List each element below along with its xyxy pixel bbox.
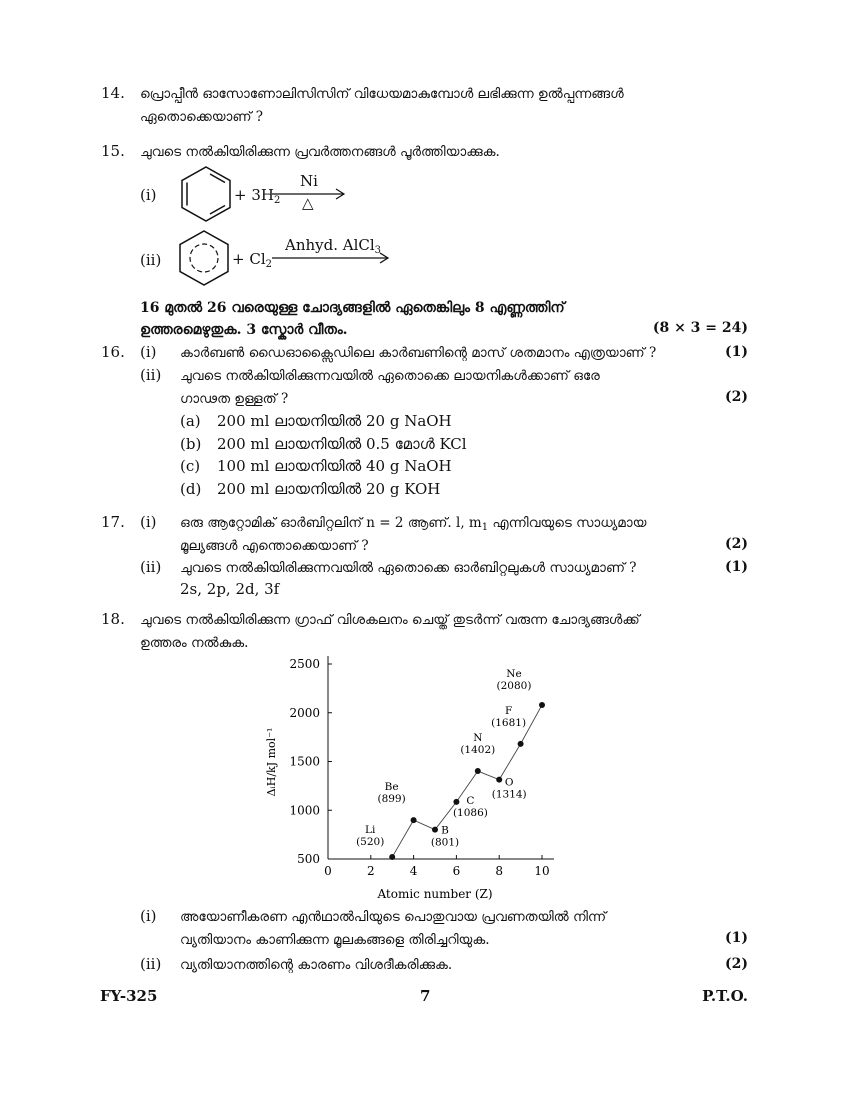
chart-x-tick-label: 6: [452, 864, 461, 878]
chart-point-value-f: (1681): [491, 716, 527, 729]
chart-point-value-c: (1086): [452, 806, 488, 819]
q15-r2-condition-top: Anhyd. AlCl: [285, 236, 375, 254]
chart-y-axis-label: ΔᵢH/kJ mol⁻¹: [265, 727, 278, 797]
chart-point-element-b: B: [441, 824, 449, 837]
q16-option-a-text: 200 ml ലായനിയിൽ 20 g NaOH: [217, 412, 452, 430]
q15-number: 15.: [101, 142, 125, 160]
q15-r1-condition-bottom: △: [302, 194, 314, 212]
chart-y-tick-label: 500: [297, 852, 320, 866]
q15-reaction2-label: (ii): [140, 251, 162, 269]
q18-ii-marks: (2): [725, 956, 748, 972]
q16-ii-line1: ചുവടെ നൽകിയിരിക്കുന്നവയിൽ ഏതൊക്കെ ലായനികൾക്കാണ് ഒരേ: [180, 368, 600, 384]
q17-ii-label: (ii): [140, 558, 162, 576]
q15-r2-reagent: + Cl: [232, 250, 266, 268]
chart-y-tick-label: 1000: [289, 803, 320, 818]
chart-y-tick-label: 2000: [289, 705, 320, 720]
q18-ii-label: (ii): [140, 955, 162, 973]
q17-ii-text: ചുവടെ നൽകിയിരിക്കുന്നവയിൽ ഏതൊക്കെ ഓർബിറ്റലുകൾ സാധ്യമാണ് ?: [180, 560, 637, 576]
q15-text: ചുവടെ നൽകിയിരിക്കുന്ന പ്രവർത്തനങ്ങൾ പൂർത്തിയാക്കുക.: [140, 144, 500, 160]
q18-i-line1: അയോണീകരണ എൻഥാൽപിയുടെ പൊതുവായ പ്രവണതയിൽ നിന്ന്: [180, 909, 607, 925]
q16-ii-label: (ii): [140, 366, 162, 384]
q18-i-marks: (1): [725, 930, 748, 946]
chart-point-be: [411, 817, 417, 823]
chart-y-tick-label: 1500: [289, 754, 320, 769]
q16-i-text: കാർബൺ ഡൈഓക്സൈഡിലെ കാർബണിന്റെ മാസ് ശതമാനം എത്രയാണ് ?: [180, 345, 657, 361]
chart-point-value-o: (1314): [491, 788, 527, 801]
q16-option-b-text: 200 ml ലായനിയിൽ 0.5 മോൾ KCl: [217, 435, 467, 453]
q18-i-label: (i): [140, 907, 157, 925]
aromatic-ring-icon: [176, 228, 232, 288]
q16-option-a-label: (a): [180, 412, 201, 430]
q18-line1: ചുവടെ നൽകിയിരിക്കുന്ന ഗ്രാഫ് വിശകലനം ചെയ്ത് തുടർന്ന് വരുന്ന ചോദ്യങ്ങൾക്ക്: [140, 612, 640, 628]
chart-point-value-be: (899): [377, 793, 406, 806]
q17-i-line1-sub: 1: [481, 522, 489, 533]
chart-x-tick-label: 2: [366, 864, 375, 878]
q17-ii-orbitals: 2s, 2p, 2d, 3f: [180, 580, 280, 598]
chart-point-element-c: C: [466, 794, 475, 807]
section-instruction-line1: 16 മുതൽ 26 വരെയുള്ള ചോദ്യങ്ങളിൽ ഏതെങ്കിലും 8 എണ്ണത്തിന്: [140, 300, 565, 316]
chart-x-tick-label: 8: [495, 864, 504, 878]
q16-ii-line2: ഗാഢത ഉള്ളത് ?: [180, 391, 289, 407]
q16-option-b-label: (b): [180, 435, 202, 453]
chart-point-value-li: (520): [356, 836, 385, 849]
chart-point-element-be: Be: [384, 781, 399, 794]
q18-i-line2: വ്യതിയാനം കാണിക്കുന്ന മൂലകങ്ങളെ തിരിച്ചറിയുക.: [180, 932, 490, 948]
chart-point-li: [389, 854, 395, 860]
chart-point-o: [496, 777, 502, 783]
q17-i-line1: ഒരു ആറ്റോമിക് ഓർബിറ്റലിന് n = 2 ആണ്. l, m: [180, 515, 482, 531]
chart-point-value-ne: (2080): [496, 679, 532, 692]
q14-number: 14.: [101, 84, 125, 102]
section-marks: (8 × 3 = 24): [652, 320, 748, 336]
chart-point-element-n: N: [473, 732, 483, 745]
q17-ii-marks: (1): [725, 559, 748, 575]
q16-option-d-text: 200 ml ലായനിയിൽ 20 g KOH: [217, 480, 441, 498]
q17-i-line1-end: എന്നിവയുടെ സാധ്യമായ: [488, 515, 647, 531]
q18-ii-text: വ്യതിയാനത്തിന്റെ കാരണം വിശദീകരിക്കുക.: [180, 957, 453, 973]
chart-point-element-f: F: [504, 704, 513, 717]
q16-option-c-text: 100 ml ലായനിയിൽ 40 g NaOH: [217, 457, 452, 475]
chart-point-value-b: (801): [430, 836, 460, 849]
q17-number: 17.: [101, 513, 125, 531]
reaction-arrow-2: [272, 252, 392, 264]
chart-point-f: [518, 741, 524, 747]
chart-y-tick-label: 2500: [289, 657, 320, 671]
q16-option-d-label: (d): [180, 480, 202, 498]
chart-point-b: [432, 827, 438, 833]
chart-x-tick-label: 4: [409, 864, 418, 878]
q15-r2-condition-sub: 3: [374, 245, 382, 256]
chart-point-value-n: (1402): [460, 744, 496, 757]
q15-reaction1-label: (i): [140, 186, 157, 204]
benzene-ring-icon: [176, 164, 236, 224]
q16-i-marks: (1): [725, 344, 748, 360]
ionization-enthalpy-chart: [255, 652, 575, 904]
q17-i-label: (i): [140, 513, 157, 531]
q16-option-c-label: (c): [180, 457, 201, 475]
section-instruction-line2: ഉത്തരമെഴുതുക. 3 സ്കോർ വീതം.: [140, 322, 348, 338]
chart-point-ne: [539, 702, 545, 708]
q16-ii-marks: (2): [725, 389, 748, 405]
footer-pto: P.T.O.: [702, 987, 748, 1005]
q15-r1-condition-top: Ni: [300, 172, 318, 190]
q18-line2: ഉത്തരം നൽകുക.: [140, 635, 249, 651]
chart-x-axis-label: Atomic number (Z): [377, 887, 493, 901]
q16-number: 16.: [101, 343, 125, 361]
chart-point-n: [475, 768, 481, 774]
q15-r1-reagent: + 3H: [234, 186, 274, 204]
q15-r2-reagent-sub: 2: [265, 259, 272, 270]
q14-text-line1: പ്രൊപ്പീൻ ഓസോണോലിസിസിന് വിധേയമാകുമ്പോൾ ലഭിക്കുന്ന ഉൽപ്പന്നങ്ങൾ: [140, 86, 624, 102]
q17-i-marks: (2): [725, 536, 748, 552]
chart-x-tick-label: 10: [534, 864, 550, 878]
q17-i-line2: മൂല്യങ്ങൾ എന്തൊക്കെയാണ് ?: [180, 538, 369, 554]
footer-paper-code: FY-325: [100, 987, 158, 1005]
footer-page-number: 7: [420, 987, 431, 1005]
q15-r1-reagent-sub: 2: [273, 195, 281, 206]
q14-text-line2: ഏതൊക്കെയാണ് ?: [140, 109, 263, 125]
q18-number: 18.: [101, 610, 125, 628]
chart-point-element-o: O: [504, 776, 514, 789]
chart-point-c: [453, 799, 459, 805]
chart-x-tick-label: 0: [324, 864, 332, 878]
chart-point-element-ne: Ne: [506, 667, 522, 680]
q16-i-label: (i): [140, 343, 157, 361]
chart-point-element-li: Li: [365, 824, 376, 837]
